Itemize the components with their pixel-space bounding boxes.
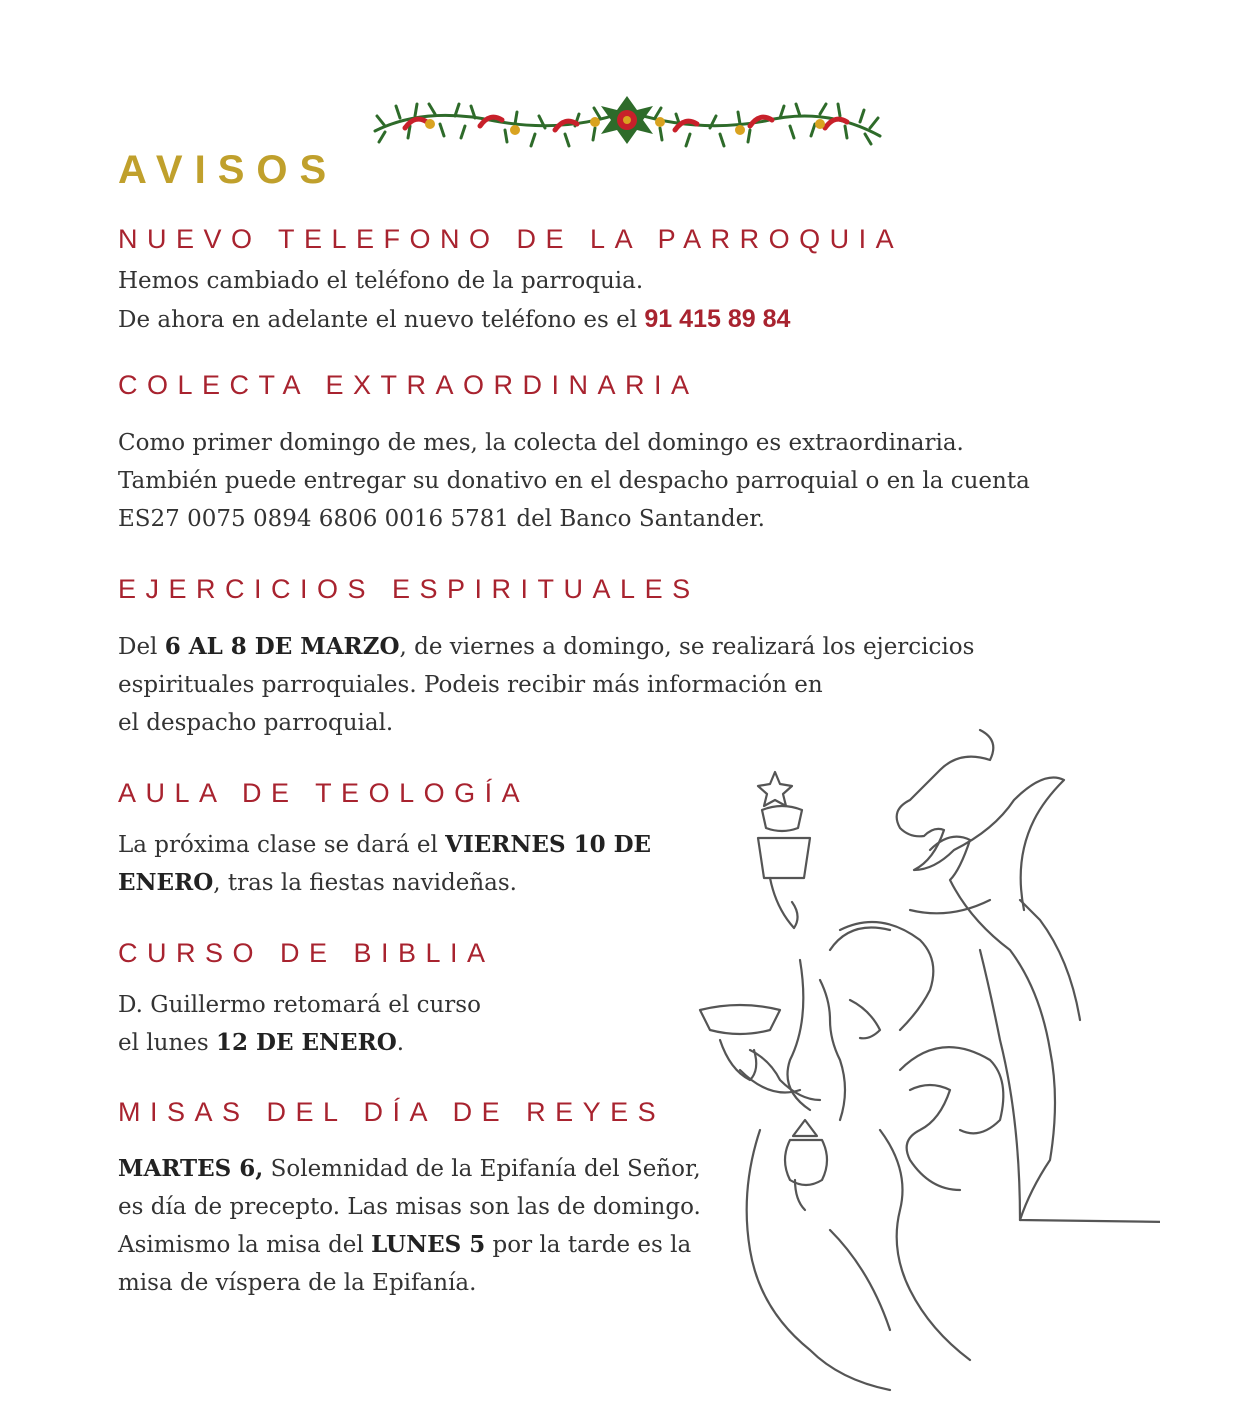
section-colecta-body	[118, 424, 1030, 538]
page-title: AVISOS	[118, 148, 339, 192]
ejercicios-line-3: el despacho parroquial.	[118, 710, 394, 736]
colecta-line-2: También puede entregar su donativo en el despacho parroquial o en la cuenta	[118, 468, 1030, 494]
teologia-line-1	[118, 826, 651, 864]
heading-telefono: NUEVO TELEFONO DE LA PARROQUIA	[118, 224, 904, 254]
telefono-line-2	[118, 300, 790, 339]
heading-biblia: CURSO DE BIBLIA	[118, 938, 495, 968]
biblia-line-2	[118, 1024, 481, 1062]
heading-ejercicios: EJERCICIOS ESPIRITUALES	[118, 574, 700, 604]
reyes-line-2: es día de precepto. Las misas son las de domingo.	[118, 1194, 701, 1220]
heading-colecta: COLECTA EXTRAORDINARIA	[118, 370, 699, 400]
heading-teologia: AULA DE TEOLOGÍA	[118, 778, 530, 808]
reyes-line-1-post: Solemnidad de la Epifanía del Señor,	[263, 1156, 701, 1182]
ejercicios-dates: 6 AL 8 DE MARZO	[164, 633, 400, 660]
reyes-line-3	[118, 1226, 701, 1264]
section-teologia-body	[118, 826, 651, 902]
telefono-line-2-text: De ahora en adelante el nuevo teléfono es el	[118, 307, 645, 333]
teologia-line-1-pre: La próxima clase se dará el	[118, 832, 446, 858]
colecta-line-1: Como primer domingo de mes, la colecta del domingo es extraordinaria.	[118, 430, 964, 456]
colecta-line-3: ES27 0075 0894 6806 0016 5781 del Banco Santander.	[118, 506, 765, 532]
teologia-date-part-2: ENERO	[118, 869, 214, 896]
teologia-line-2	[118, 864, 651, 902]
ejercicios-line-1-post: , de viernes a domingo, se realizará los ejercicios	[399, 634, 975, 660]
biblia-line-2-post: .	[396, 1030, 405, 1056]
reyes-line-4: misa de víspera de la Epifanía.	[118, 1270, 477, 1296]
three-kings-line-art-icon	[680, 710, 1160, 1410]
teologia-line-2-post: , tras la fiestas navideñas.	[213, 870, 517, 896]
section-telefono-body	[118, 262, 790, 339]
phone-number: 91 415 89 84	[644, 305, 791, 333]
ejercicios-line-2: espirituales parroquiales. Podeis recibir más información en	[118, 672, 823, 698]
heading-reyes: MISAS DEL DÍA DE REYES	[118, 1097, 666, 1127]
telefono-line-1: Hemos cambiado el teléfono de la parroquia.	[118, 268, 644, 294]
reyes-line-1	[118, 1150, 701, 1188]
reyes-date: MARTES 6,	[118, 1155, 264, 1182]
biblia-line-2-pre: el lunes	[118, 1030, 216, 1056]
reyes-monday: LUNES 5	[371, 1231, 486, 1258]
ejercicios-line-1-pre: Del	[118, 634, 165, 660]
biblia-date: 12 DE ENERO	[216, 1029, 397, 1056]
reyes-line-3-pre: Asimismo la misa del	[118, 1232, 372, 1258]
biblia-line-1: D. Guillermo retomará el curso	[118, 992, 481, 1018]
section-biblia-body	[118, 986, 481, 1062]
section-reyes-body	[118, 1150, 701, 1302]
christmas-garland-icon	[365, 86, 890, 161]
ejercicios-line-1	[118, 628, 974, 666]
reyes-line-3-post: por la tarde es la	[485, 1232, 692, 1258]
teologia-date-part-1: VIERNES 10 DE	[445, 831, 652, 858]
